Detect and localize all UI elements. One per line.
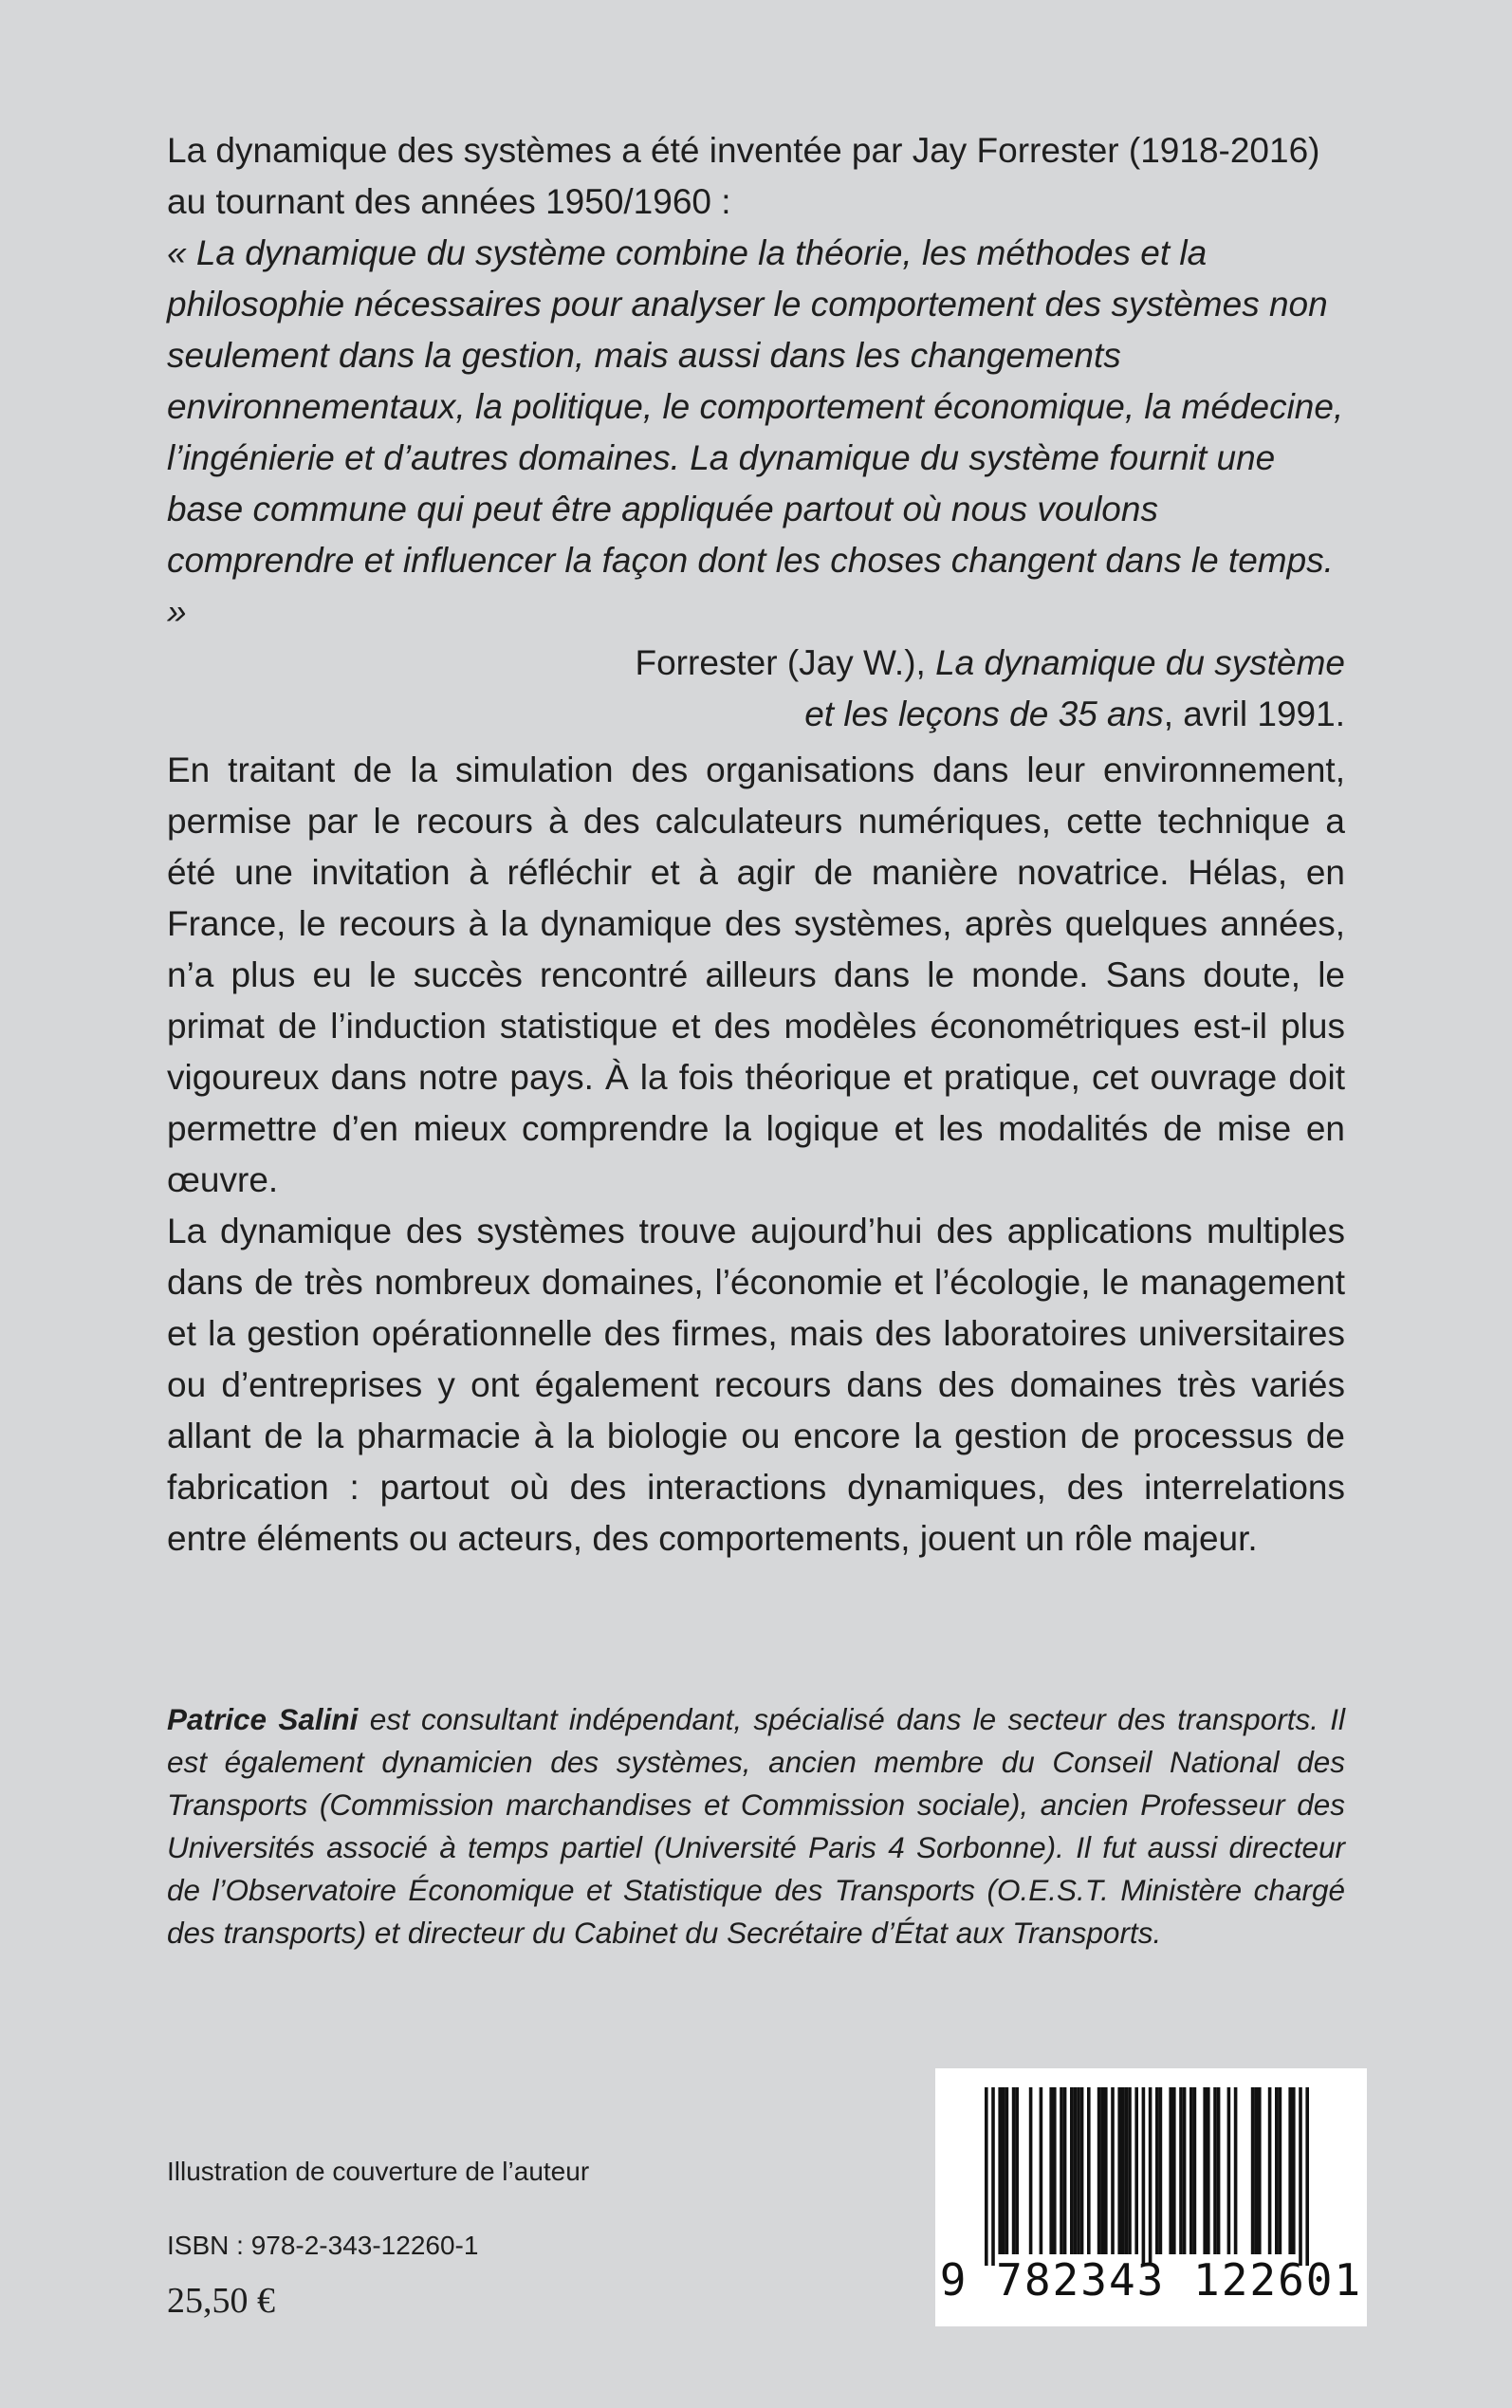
author-bio-body: est consultant indépendant, spécialisé dans le secteur des transports. Il est également dynamicien des systèmes, ancien membre du Conseil National des Transports (Commission marchandises et Commission sociale), ancien Professeur des Universités associé à temps partiel (Université Paris 4 Sorbonne). Il fut aussi directeur de l’Observatoire Économique et Statistique des Transports (O.E.S.T. Ministère chargé des transports) et directeur du Cabinet du Secrétaire d’État aux Transports. [167,1702,1345,1950]
barcode-bar [1015,2087,1019,2254]
barcode-bar [1183,2087,1187,2254]
barcode-bar [1217,2087,1221,2254]
barcode-bar [1100,2087,1104,2254]
barcode-bar [1117,2087,1121,2254]
price: 25,50 € [167,2281,275,2321]
barcode-bar [1155,2087,1159,2254]
barcode-bar [1002,2087,1005,2254]
barcode-bar [1234,2087,1238,2254]
barcode-bar [1142,2087,1146,2266]
intro-section [167,125,1345,740]
barcode-bar [1125,2087,1129,2254]
barcode-bar [1040,2087,1043,2254]
barcode-bar [1275,2087,1279,2254]
barcode-bar [1063,2087,1067,2254]
barcode-bar [1053,2087,1057,2254]
barcode-bar [1104,2087,1108,2254]
barcode-bar [1077,2087,1080,2254]
barcode-bar [1251,2087,1255,2254]
barcode-bar [1189,2087,1193,2254]
barcode-bar [1213,2087,1217,2254]
barcode-bar [1169,2087,1172,2254]
barcode-bar [1134,2087,1138,2254]
barcode-bar [1268,2087,1272,2254]
barcode-bar [1080,2087,1084,2254]
barcode-bar [1288,2087,1292,2254]
barcode-bar [1207,2087,1210,2254]
barcode-bar [1070,2087,1074,2254]
description-paragraph-1: En traitant de la simulation des organisations dans leur environnement, permise par le recours à des calculateurs numériques, cette technique a été une invitation à réfléchir et à agir de manière novatrice. Hélas, en France, le recours à la dynamique des systèmes, après quelques années, n’a plus eu le succès rencontré ailleurs dans le monde. Sans doute, le primat de l’induction statistique et des modèles économétriques est-il plus vigoureux dans notre pays. À la fois théorique et pratique, cet ouvrage doit permettre d’en mieux comprendre la logique et les modalités de mise en œuvre. [167,750,1345,1199]
barcode-bar [998,2087,1002,2254]
barcode-bar [1029,2087,1033,2254]
barcode-bar [1005,2087,1009,2254]
barcode-bar [1258,2087,1262,2254]
barcode-bar [1299,2087,1302,2266]
citation-line-1 [167,638,1345,689]
barcode-bar [1128,2087,1132,2254]
quote-citation [167,638,1345,740]
barcode-bar [1193,2087,1197,2254]
barcode-bar [1292,2087,1296,2254]
description-section [167,745,1345,1565]
forrester-quote: « La dynamique du système combine la théorie, les méthodes et la philosophie nécessaires pour analyser le comportement des systèmes non seulement dans la gestion, mais aussi dans les changements environnementaux, la politique, le comportement économique, la médecine, l’ingénierie et d’autres domaines. La dynamique du système fournit une base commune qui peut être appliquée partout où nous voulons comprendre et influencer la façon dont les choses changent dans le temps. » [167,233,1344,631]
citation-title-part-2: et les leçons de 35 ans [804,695,1164,733]
barcode-bar [1074,2087,1078,2254]
barcode-bar [1149,2087,1152,2266]
barcode-bar [1087,2087,1091,2254]
description-paragraph-2: La dynamique des systèmes trouve aujourd’hui des applications multiples dans de très nombreux domaines, l’économie et l’écologie, le management et la gestion opérationnelle des firmes, mais des laboratoires universitaires ou d’entreprises y ont également recours dans des domaines très variés allant de la pharmacie à la biologie ou encore la gestion de processus de fabrication : partout où des interactions dynamiques, des interrelations entre éléments ou acteurs, des comportements, jouent un rôle majeur. [167,1212,1345,1558]
barcode-bar [1049,2087,1053,2254]
barcode-bar [985,2087,988,2266]
barcode-bar [1097,2087,1101,2254]
barcode-bar [1121,2087,1125,2254]
barcode-bar [1012,2087,1016,2254]
intro-text: La dynamique des systèmes a été inventée par Jay Forrester (1918-2016) au tournant des années 1950/1960 : [167,131,1320,221]
isbn: ISBN : 978-2-343-12260-1 [167,2231,479,2260]
citation-date: , avril 1991. [1163,695,1345,733]
barcode [935,2068,1367,2326]
barcode-bar [1159,2087,1163,2254]
barcode-bar [1179,2087,1183,2254]
barcode-bar [1305,2087,1309,2266]
citation-line-2 [167,689,1345,740]
barcode-bar [1279,2087,1282,2254]
illustration-credit: Illustration de couverture de l’auteur [167,2157,590,2186]
citation-author: Forrester (Jay W.), [635,643,936,682]
citation-title-part-1: La dynamique du système [935,643,1345,682]
author-bio [167,1698,1345,1954]
barcode-bar [1254,2087,1258,2254]
author-name: Patrice Salini [167,1702,359,1736]
barcode-bar [1227,2087,1231,2254]
barcode-bar [991,2087,995,2266]
barcode-bar [1111,2087,1115,2254]
barcode-bar [1060,2087,1063,2254]
barcode-digits: 9 782343 122601 [939,2254,1363,2306]
barcode-bar [1203,2087,1207,2254]
barcode-bar [1172,2087,1176,2254]
author-bio-text [167,1698,1345,1954]
